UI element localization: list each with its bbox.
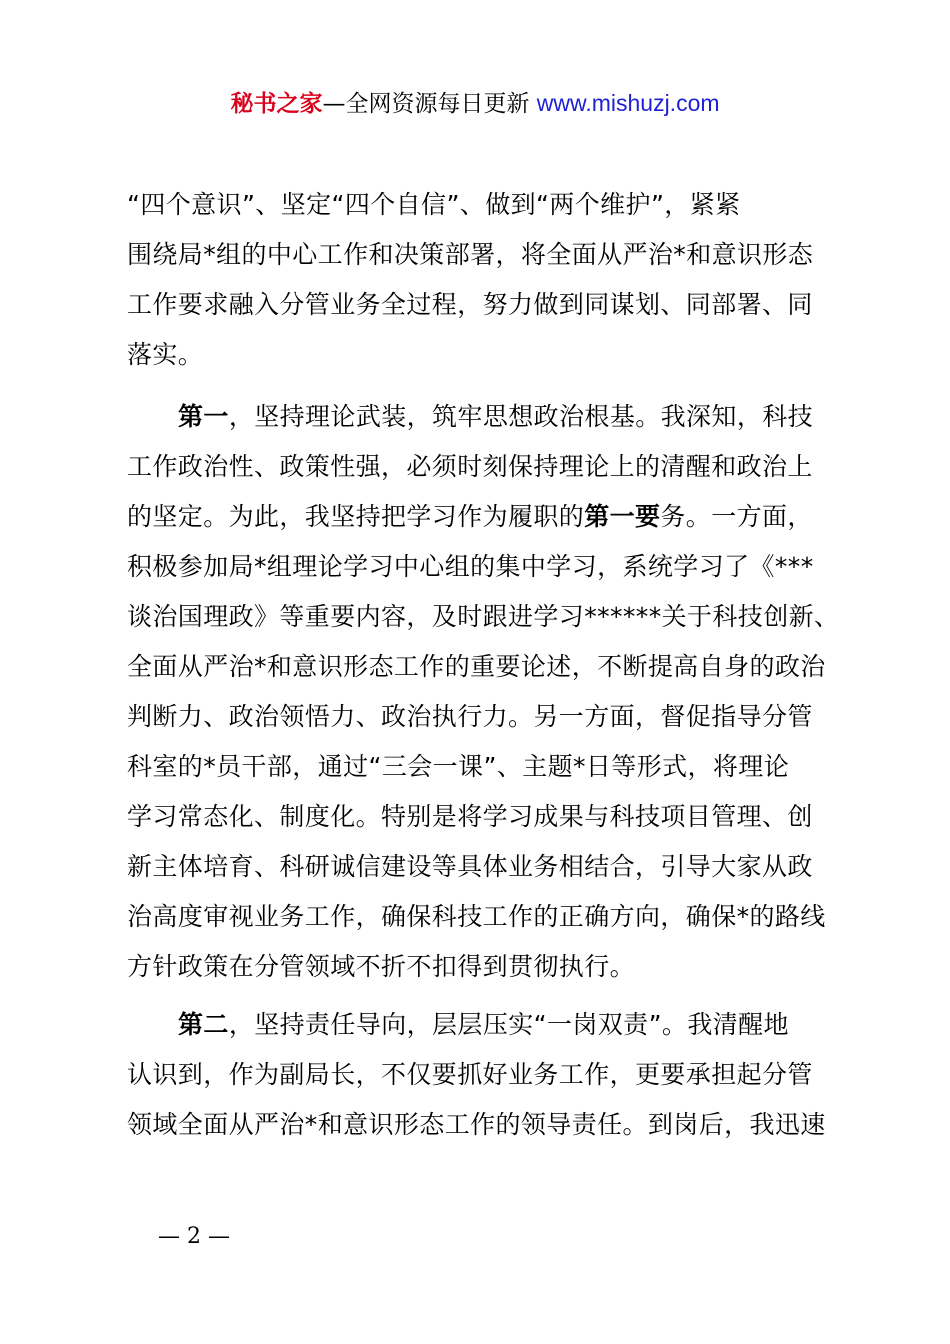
- point-lead: 第二: [178, 1010, 229, 1039]
- text-line: 落实。: [127, 340, 204, 369]
- paragraph-first-point: [127, 392, 839, 992]
- text-line: 围绕局*组的中心工作和决策部署，将全面从严治*和意识形态: [127, 240, 814, 269]
- text-line: [127, 392, 839, 442]
- emphasis-text: 第一要: [584, 502, 661, 531]
- text-fragment: ，坚持责任导向，层层压实“一岗双责”。我清醒地: [228, 1010, 789, 1039]
- text-line: “四个意识”、坚定“四个自信”、做到“两个维护”，紧紧: [127, 190, 741, 219]
- text-line: 判断力、政治领悟力、政治执行力。另一方面，督促指导分管: [127, 702, 813, 731]
- text-line: 科室的*员干部，通过“三会一课”、主题*日等形式，将理论: [127, 752, 790, 781]
- brand-name: 秘书之家: [230, 91, 323, 117]
- text-line: 学习常态化、制度化。特别是将学习成果与科技项目管理、创: [127, 802, 813, 831]
- paragraph-continuation: [127, 180, 839, 380]
- text-line: 领域全面从严治*和意识形态工作的领导责任。到岗后，我迅速: [127, 1110, 826, 1139]
- text-line: 积极参加局*组理论学习中心组的集中学习，系统学习了《***: [127, 552, 814, 581]
- text-line: [127, 1000, 839, 1050]
- text-fragment: 的坚定。为此，我坚持把学习作为履职的: [127, 502, 585, 531]
- text-line: 治高度审视业务工作，确保科技工作的正确方向，确保*的路线: [127, 902, 826, 931]
- text-line: 方针政策在分管领域不折不扣得到贯彻执行。: [127, 952, 636, 981]
- header-tagline: —全网资源每日更新: [322, 91, 530, 117]
- text-line: 新主体培育、科研诚信建设等具体业务相结合，引导大家从政: [127, 852, 813, 881]
- point-lead: 第一: [178, 402, 229, 431]
- text-line: 认识到，作为副局长，不仅要抓好业务工作，更要承担起分管: [127, 1060, 813, 1089]
- text-line: [127, 492, 839, 542]
- text-line: 谈治国理政》等重要内容，及时跟进学习******关于科技创新、: [127, 602, 840, 631]
- text-line: 工作政治性、政策性强，必须时刻保持理论上的清醒和政治上: [127, 452, 813, 481]
- site-url-link[interactable]: www.mishuzj.com: [536, 90, 720, 116]
- paragraph-second-point: [127, 1000, 839, 1150]
- text-fragment: ，坚持理论武装，筑牢思想政治根基。我深知，科技: [228, 402, 814, 431]
- text-line: 全面从严治*和意识形态工作的重要论述，不断提高自身的政治: [127, 652, 826, 681]
- text-line: 工作要求融入分管业务全过程，努力做到同谋划、同部署、同: [127, 290, 813, 319]
- page-number: — 2 —: [158, 1224, 230, 1249]
- site-header: [0, 86, 950, 121]
- text-fragment: 务。一方面，: [660, 502, 813, 531]
